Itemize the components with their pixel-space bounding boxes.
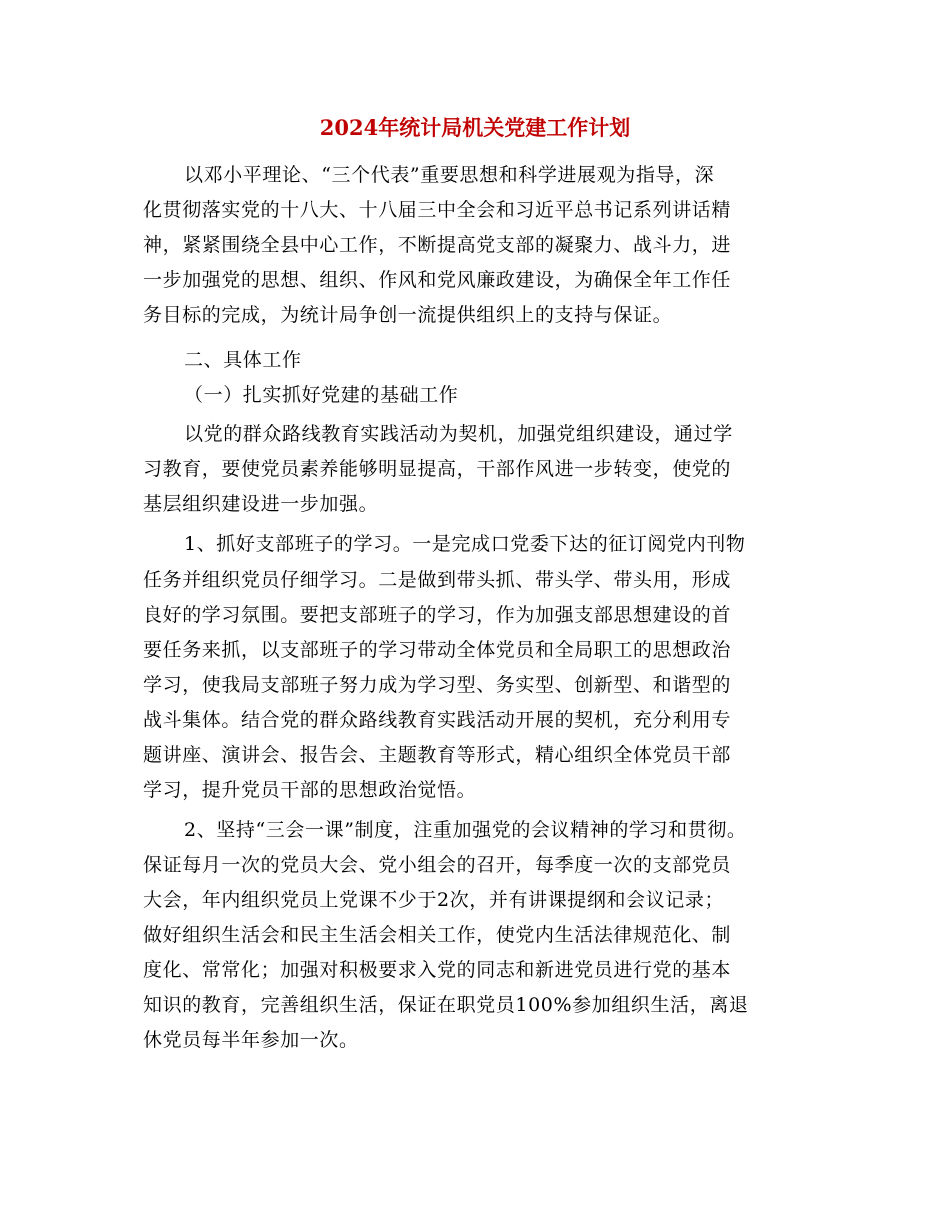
text-line: 2、坚持“三会一课”制度，注重加强党的会议精神的学习和贯彻。 xyxy=(184,819,747,841)
text-line: 战斗集体。结合党的群众路线教育实践活动开展的契机，充分利用专 xyxy=(143,709,732,731)
text-line: 良好的学习氛围。要把支部班子的学习，作为加强支部思想建设的首 xyxy=(143,604,732,626)
text-line: 知识的教育，完善组织生活，保证在职党员100%参加组织生活，离退 xyxy=(143,994,749,1016)
section-heading: 二、具体工作 xyxy=(184,349,302,371)
text-line: 以党的群众路线教育实践活动为契机，加强党组织建设，通过学 xyxy=(184,423,733,445)
text-line: 大会，年内组织党员上党课不少于2次，并有讲课提纲和会议记录； xyxy=(143,889,725,911)
text-line: 度化、常常化；加强对积极要求入党的同志和新进党员进行党的基本 xyxy=(143,959,732,981)
text-line: 基层组织建设进一步加强。 xyxy=(143,493,379,515)
text-line: 做好组织生活会和民主生活会相关工作，使党内生活法律规范化、制 xyxy=(143,924,732,946)
subsection-heading: （一）扎实抓好党建的基础工作 xyxy=(184,384,459,406)
text-line: 神，紧紧围绕全县中心工作，不断提高党支部的凝聚力、战斗力，进 xyxy=(143,234,732,256)
text-line: 以邓小平理论、“三个代表”重要思想和科学进展观为指导，深 xyxy=(184,164,715,186)
text-line: 习教育，要使党员素养能够明显提高，干部作风进一步转变，使党的 xyxy=(143,458,732,480)
text-line: 休党员每半年参加一次。 xyxy=(143,1029,359,1051)
text-line: 要任务来抓，以支部班子的学习带动全体党员和全局职工的思想政治 xyxy=(143,639,732,661)
text-line: 保证每月一次的党员大会、党小组会的召开，每季度一次的支部党员 xyxy=(143,854,732,876)
text-line: 化贯彻落实党的十八大、十八届三中全会和习近平总书记系列讲话精 xyxy=(143,199,732,221)
page-title: 2024年统计局机关党建工作计划 xyxy=(319,115,631,140)
text-line: 题讲座、演讲会、报告会、主题教育等形式，精心组织全体党员干部 xyxy=(143,744,732,766)
text-line: 一步加强党的思想、组织、作风和党风廉政建设，为确保全年工作任 xyxy=(143,269,732,291)
text-line: 学习，提升党员干部的思想政治觉悟。 xyxy=(143,779,477,801)
text-line: 1、抓好支部班子的学习。一是完成口党委下达的征订阅党内刊物 xyxy=(184,533,746,555)
text-line: 学习，使我局支部班子努力成为学习型、务实型、创新型、和谐型的 xyxy=(143,674,732,696)
text-line: 务目标的完成，为统计局争创一流提供组织上的支持与保证。 xyxy=(143,304,673,326)
text-line: 任务并组织党员仔细学习。二是做到带头抓、带头学、带头用，形成 xyxy=(143,569,732,591)
